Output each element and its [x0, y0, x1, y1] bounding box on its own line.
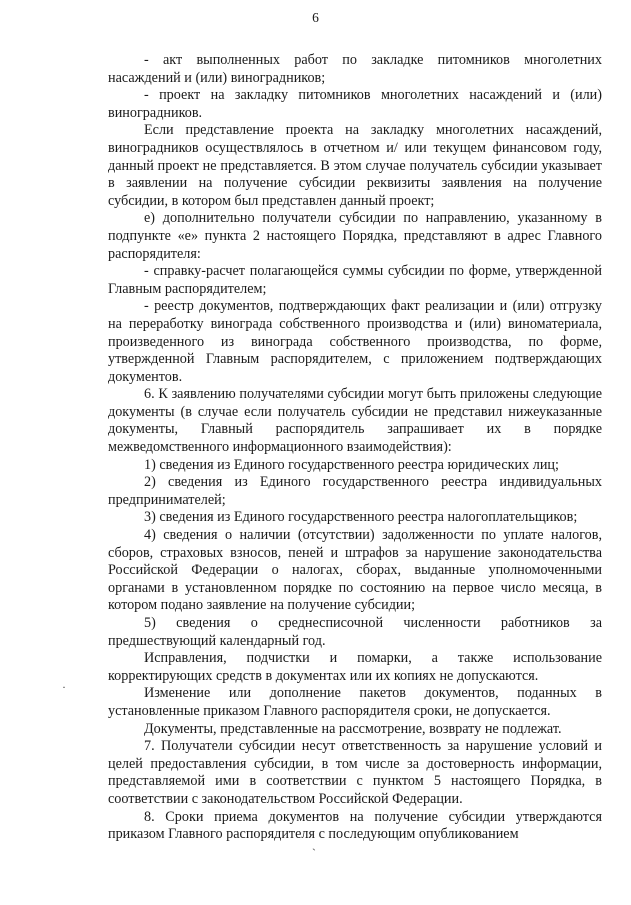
paragraph-item-4: 4) сведения о наличии (отсутствии) задолженности по уплате налогов, сборов, страховых взносов, пеней и штрафов за нарушение законодательства Российской Федерации о налогах, сборах, выданные уполномоченными органами в установленном порядке по состоянию на первое число месяца, в котором подано заявление на получение субсидии; [108, 527, 602, 614]
paragraph-corrections: Исправления, подчистки и помарки, а также использование корректирующих средств в документах или их копиях не допускаются. [108, 650, 602, 684]
paragraph-item-3: 3) сведения из Единого государственного реестра налогоплательщиков; [144, 509, 578, 526]
scan-speck: · [62, 680, 66, 694]
paragraph-item-2: 2) сведения из Единого государственного реестра индивидуальных предпринимателей; [108, 474, 602, 508]
paragraph-changes: Изменение или дополнение пакетов документов, поданных в установленные приказом Главного распорядителя сроки, не допускается. [108, 685, 602, 719]
scan-speck: ˋ [312, 846, 316, 860]
paragraph-documents-register: - реестр документов, подтверждающих факт реализации и (или) отгрузку на переработку винограда собственного производства и (или) виноматериала, произведенного из винограда собственного производства, по форме, утвержденной Главным распорядителем, с приложением подтверждающих документов. [108, 298, 602, 385]
paragraph-no-return: Документы, представленные на рассмотрение, возврату не подлежат. [144, 720, 562, 737]
paragraph-item-1: 1) сведения из Единого государственного реестра юридических лиц; [144, 456, 559, 473]
paragraph-section-8: 8. Сроки приема документов на получение субсидии утверждаются приказом Главного распорядителя с последующим опубликованием [108, 808, 602, 843]
paragraph-section-7: 7. Получатели субсидии несут ответственность за нарушение условий и целей предоставления субсидии, в том числе за достоверность информации, представляемой ими в соответствии с пунктом 5 настоящего Порядка, в соответствии с законодательством Российской Федерации. [108, 738, 602, 807]
paragraph-act-of-works: - акт выполненных работ по закладке питомников многолетних насаждений и (или) виноградников; [108, 52, 602, 86]
paragraph-planting-project: - проект на закладку питомников многолетних насаждений и (или) виноградников. [108, 87, 602, 121]
paragraph-section-6: 6. К заявлению получателями субсидии могут быть приложены следующие документы (в случае если получатель субсидии не представил нижеуказанные документы, Главный распорядитель запрашивает их в порядке межведомственного информационного взаимодействия): [108, 386, 602, 456]
paragraph-project-submission: Если представление проекта на закладку многолетних насаждений, виноградников осуществлялось в отчетном и/ или текущем финансовом году, данный проект не представляется. В этом случае получатель субсидии указывает в заявлении на получение субсидии реквизиты заявления на получение субсидии, в котором был представлен данный проект; [108, 122, 602, 209]
paragraph-subpoint-e: е) дополнительно получатели субсидии по направлению, указанному в подпункте «е» пункта 2 настоящего Порядка, представляют в адрес Главного распорядителя: [108, 210, 602, 262]
body-text [108, 52, 602, 844]
paragraph-item-5: 5) сведения о среднесписочной численности работников за предшествующий календарный год. [108, 615, 602, 649]
page-number: 6 [312, 10, 319, 25]
paragraph-calculation-certificate: - справку-расчет полагающейся суммы субсидии по форме, утвержденной Главным распорядителем; [108, 263, 602, 297]
